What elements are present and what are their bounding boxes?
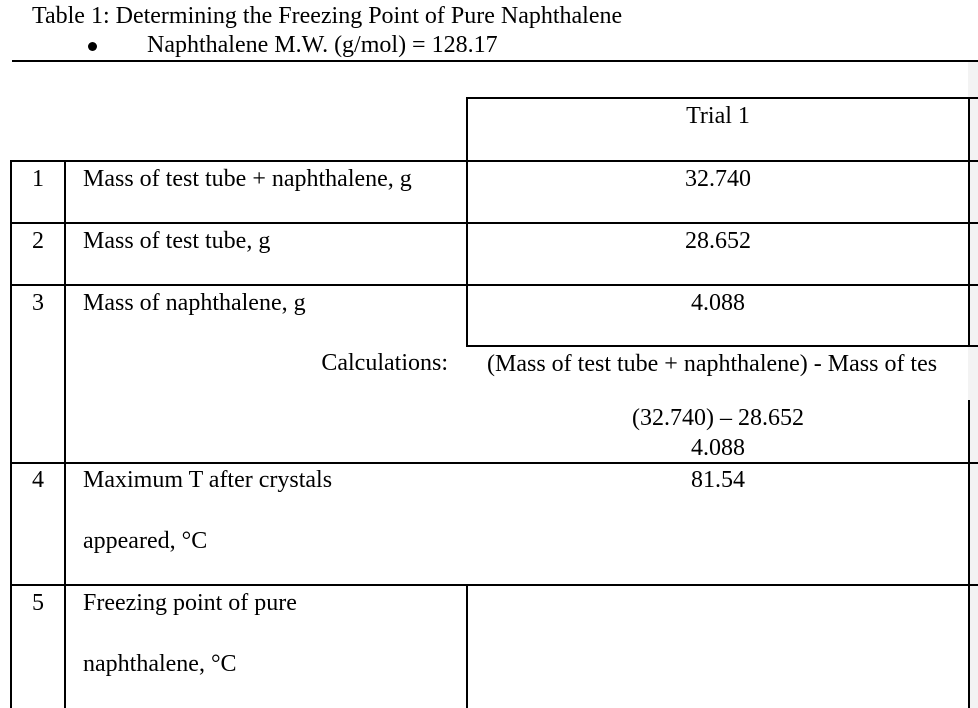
row-label-continued: appeared, °C <box>83 528 208 554</box>
row-label: Maximum T after crystals <box>83 467 333 493</box>
table-line <box>10 284 978 286</box>
table-line <box>466 345 978 347</box>
table-line <box>466 584 468 708</box>
table-line <box>968 97 970 345</box>
header-rule <box>12 60 978 62</box>
table-line <box>10 462 978 464</box>
row-number: 2 <box>32 228 44 254</box>
molecular-weight-note: Naphthalene M.W. (g/mol) = 128.17 <box>147 32 498 58</box>
table-line <box>64 160 66 708</box>
row-label: Mass of test tube, g <box>83 228 271 254</box>
table-line <box>10 222 978 224</box>
bullet-dot-icon <box>88 42 97 51</box>
row-value: 81.54 <box>691 467 745 493</box>
row-label-continued: naphthalene, °C <box>83 651 237 677</box>
row-value: 32.740 <box>685 166 751 192</box>
table-line <box>10 160 978 162</box>
row-label: Mass of test tube + naphthalene, g <box>83 166 412 192</box>
calculation-substituted: (32.740) – 28.652 <box>632 405 804 431</box>
row-number: 3 <box>32 290 44 316</box>
row-label: Mass of naphthalene, g <box>83 290 306 316</box>
row-number: 1 <box>32 166 44 192</box>
column-header-trial-1: Trial 1 <box>686 103 750 129</box>
row-number: 5 <box>32 590 44 616</box>
calculations-label: Calculations: <box>321 350 448 376</box>
row-value: 28.652 <box>685 228 751 254</box>
table-line <box>10 584 978 586</box>
table-line <box>968 400 970 708</box>
calculation-formula: (Mass of test tube + naphthalene) - Mass of tes <box>487 351 938 377</box>
table-line <box>466 97 978 99</box>
row-value: 4.088 <box>691 290 745 316</box>
table-title: Table 1: Determining the Freezing Point of Pure Naphthalene <box>32 3 623 29</box>
row-number: 4 <box>32 467 44 493</box>
row-label: Freezing point of pure <box>83 590 297 616</box>
calculation-result: 4.088 <box>691 435 745 461</box>
